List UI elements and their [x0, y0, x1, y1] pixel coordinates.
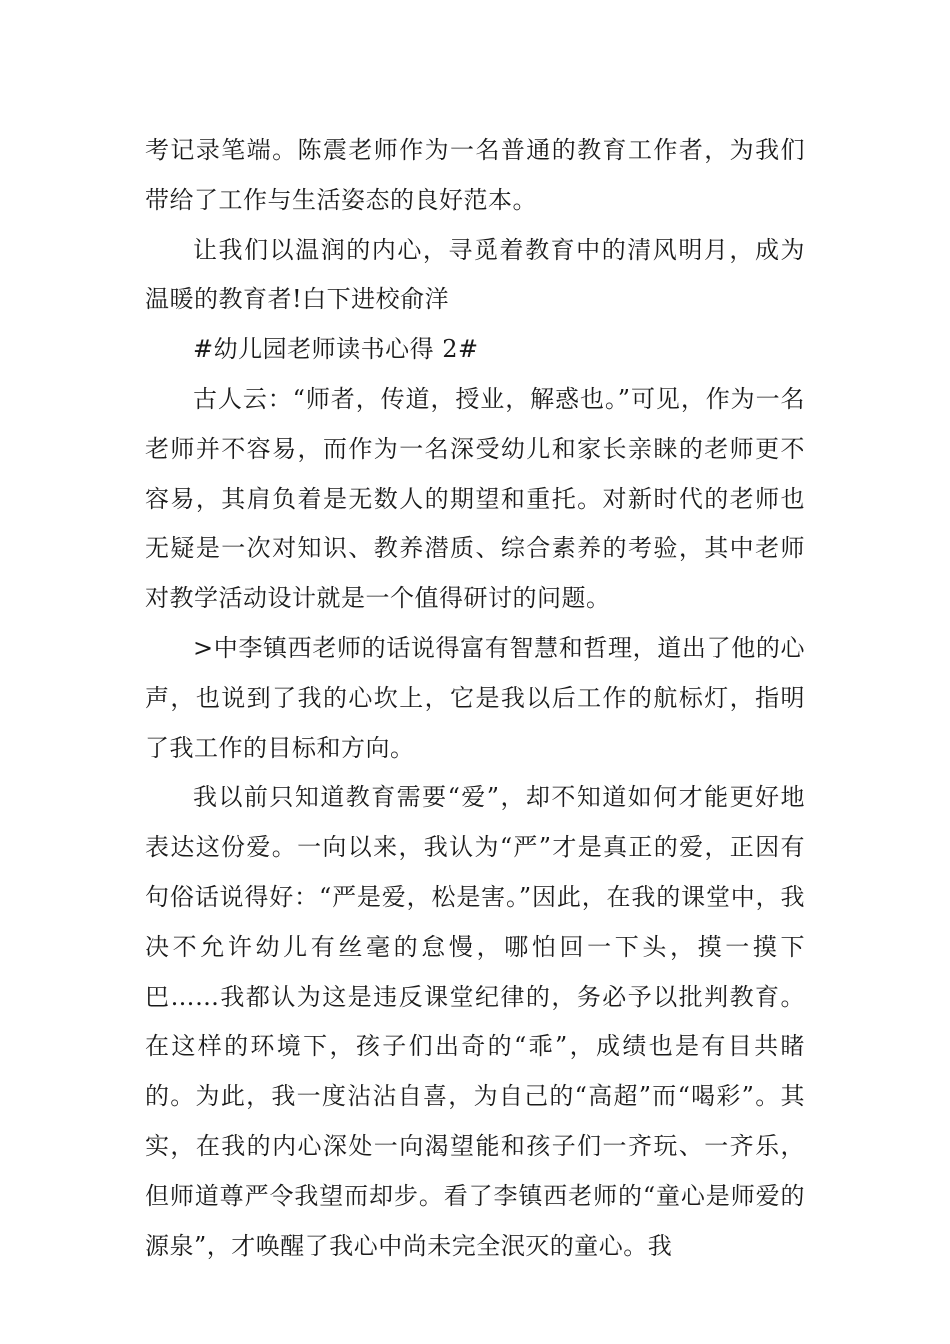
paragraph-li-zhenxi: >中李镇西老师的话说得富有智慧和哲理，道出了他的心声，也说到了我的心坎上，它是我以后工作的航标灯，指明了我工作的目标和方向。 [145, 633, 805, 762]
section-heading: #幼儿园老师读书心得 2# [193, 335, 479, 364]
document-body [145, 126, 805, 1271]
paragraph-quote: 古人云：“师者，传道，授业，解惑也。”可见，作为一名老师并不容易，而作为一名深受幼儿和家长亲睐的老师更不容易，其肩负着是无数人的期望和重托。对新时代的老师也无疑是一次对知识、教养潜质、综合素养的考验，其中老师对教学活动设计就是一个值得研讨的问题。 [145, 384, 805, 613]
paragraph-continuation: 考记录笔端。陈震老师作为一名普通的教育工作者，为我们带给了工作与生活姿态的良好范本。 [145, 136, 805, 214]
paragraph-closing: 让我们以温润的内心，寻觅着教育中的清风明月，成为温暖的教育者!白下进校俞洋 [145, 235, 805, 314]
paragraph-love: 我以前只知道教育需要“爱”，却不知道如何才能更好地表达这份爱。一向以来，我认为“严”才是真正的爱，正因有句俗话说得好：“严是爱，松是害。”因此，在我的课堂中，我决不允许幼儿有丝毫的怠慢，哪怕回一下头，摸一摸下巴……我都认为这是违反课堂纪律的，务必予以批判教育。在这样的环境下，孩子们出奇的“乖”，成绩也是有目共睹的。为此，我一度沾沾自喜，为自己的“高超”而“喝彩”。其实，在我的内心深处一向渴望能和孩子们一齐玩、一齐乐，但师道尊严令我望而却步。看了李镇西老师的“童心是师爱的源泉”，才唤醒了我心中尚未完全泯灭的童心。我 [145, 783, 805, 1260]
